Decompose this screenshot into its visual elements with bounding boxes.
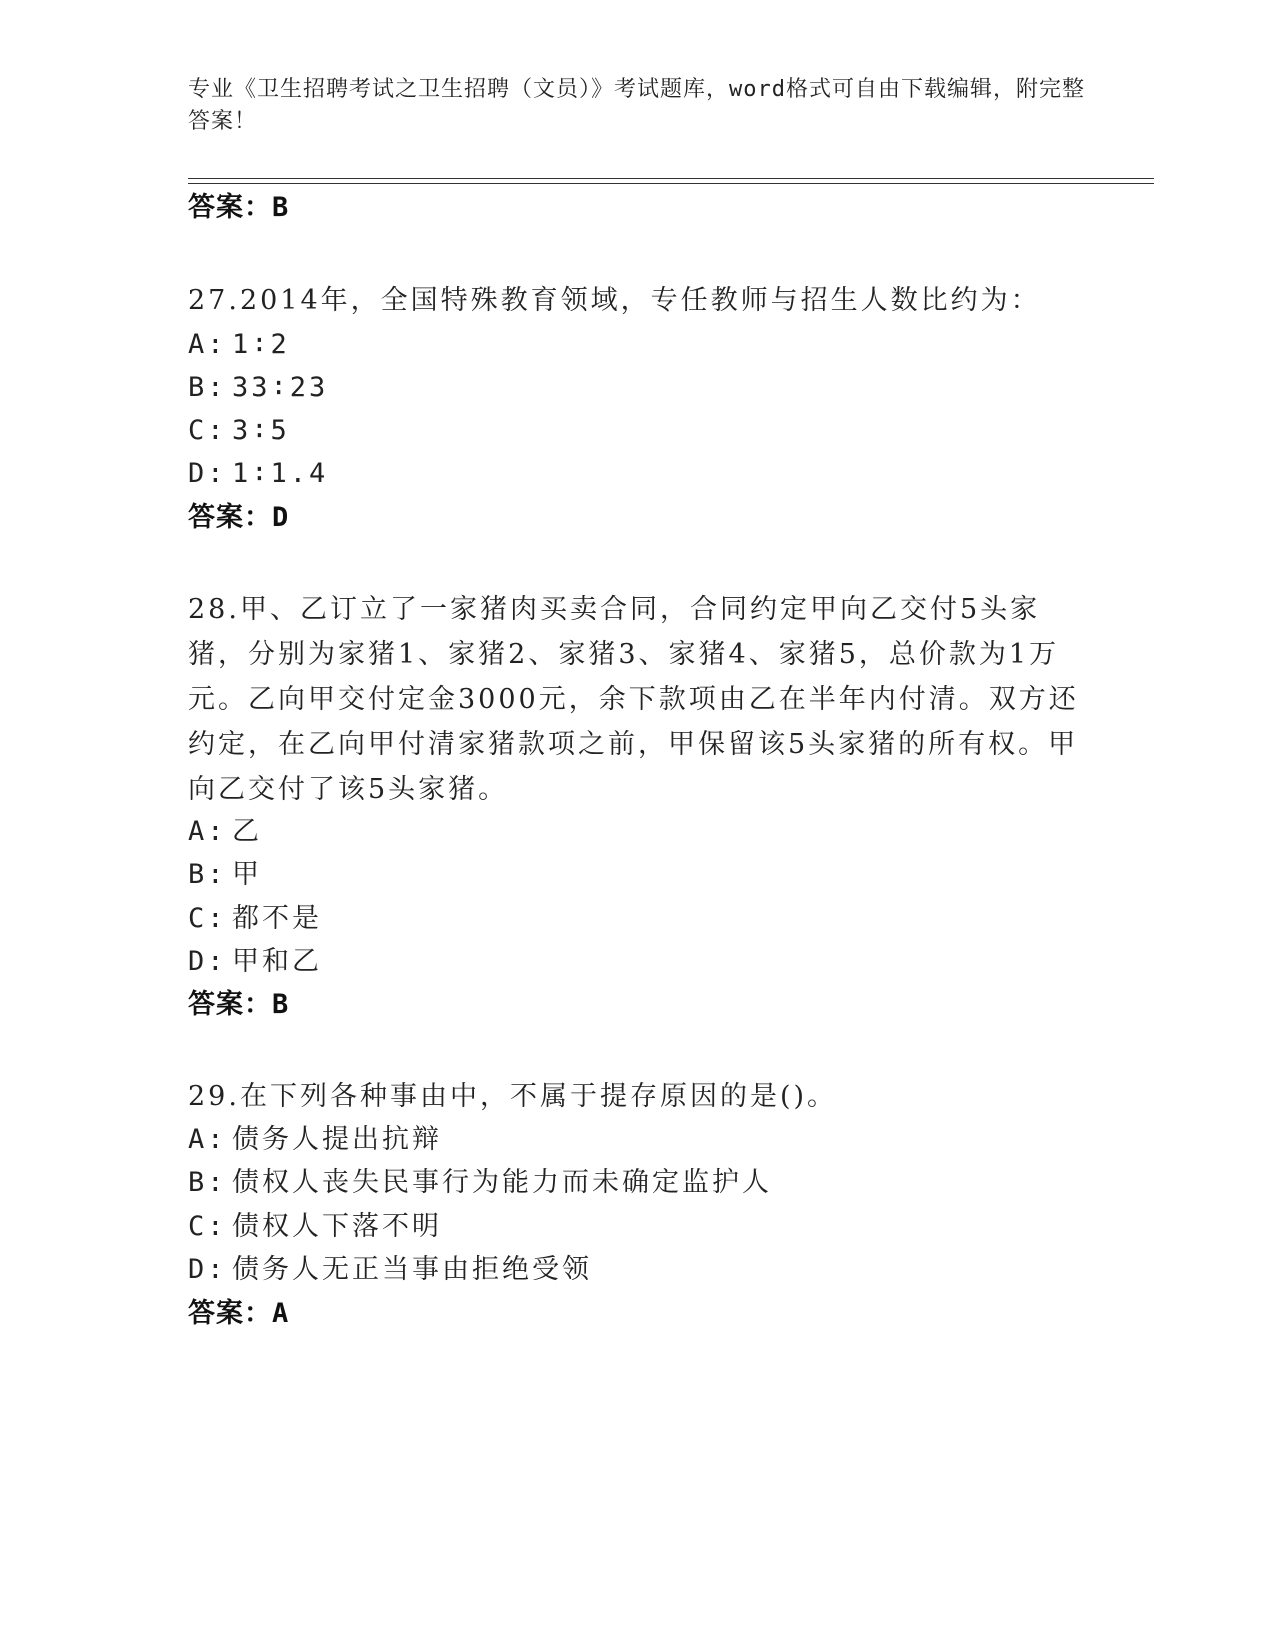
- page-header: 专业《卫生招聘考试之卫生招聘（文员）》考试题库，word格式可自由下载编辑，附完整答案！: [188, 77, 1085, 134]
- option-text: 甲: [232, 859, 262, 890]
- option-letter: B:: [188, 859, 227, 890]
- option-text: 债权人下落不明: [232, 1211, 442, 1242]
- question-28-option-c: [188, 899, 322, 939]
- option-letter: D:: [188, 458, 227, 489]
- question-29-option-c: [188, 1207, 442, 1247]
- question-28-option-d: [188, 942, 322, 982]
- question-28: 28.甲、乙订立了一家猪肉买卖合同，合同约定甲向乙交付5头家猪，分别为家猪1、家猪2、家猪3、家猪4、家猪5，总价款为1万元。乙向甲交付定金3000元，余下款项由乙在半年内付清。双方还约定，在乙向甲付清家猪款项之前，甲保留该5头家猪的所有权。甲向乙交付了该5头家猪。: [188, 594, 1079, 805]
- option-letter: B:: [188, 1167, 227, 1198]
- option-text: 债务人无正当事由拒绝受领: [232, 1254, 592, 1285]
- option-text: 债权人丧失民事行为能力而未确定监护人: [232, 1167, 772, 1198]
- option-letter: A:: [188, 816, 227, 847]
- answer-previous: 答案：B: [188, 192, 290, 223]
- option-letter: D:: [188, 946, 227, 977]
- option-text: 1∶1.4: [232, 458, 329, 489]
- question-28-answer: 答案：B: [188, 989, 290, 1020]
- option-text: 甲和乙: [232, 946, 322, 977]
- option-letter: A:: [188, 1124, 227, 1155]
- option-text: 都不是: [232, 903, 322, 934]
- option-letter: A:: [188, 329, 227, 360]
- option-text: 3∶5: [232, 415, 290, 446]
- option-letter: D:: [188, 1254, 227, 1285]
- question-29-option-a: [188, 1120, 442, 1160]
- question-27: 27.2014年，全国特殊教育领域，专任教师与招生人数比约为：: [188, 285, 1041, 316]
- question-29: 29.在下列各种事由中，不属于提存原因的是()。: [188, 1081, 838, 1112]
- option-text: 乙: [232, 816, 262, 847]
- option-letter: C:: [188, 415, 227, 446]
- question-29-option-b: [188, 1163, 772, 1203]
- question-27-option-a: [188, 325, 290, 365]
- option-letter: B:: [188, 372, 227, 403]
- question-27-option-b: [188, 368, 328, 408]
- question-27-answer: 答案：D: [188, 502, 290, 533]
- question-29-answer: 答案：A: [188, 1298, 290, 1329]
- question-28-option-a: [188, 812, 262, 852]
- option-text: 1∶2: [232, 329, 290, 360]
- header-divider-top: [188, 178, 1154, 179]
- option-letter: C:: [188, 903, 227, 934]
- question-29-option-d: [188, 1250, 592, 1290]
- question-28-option-b: [188, 855, 262, 895]
- question-27-option-c: [188, 411, 290, 451]
- option-text: 债务人提出抗辩: [232, 1124, 442, 1155]
- header-divider-bottom: [188, 183, 1154, 184]
- option-text: 33∶23: [232, 372, 329, 403]
- option-letter: C:: [188, 1211, 227, 1242]
- question-27-option-d: [188, 454, 328, 494]
